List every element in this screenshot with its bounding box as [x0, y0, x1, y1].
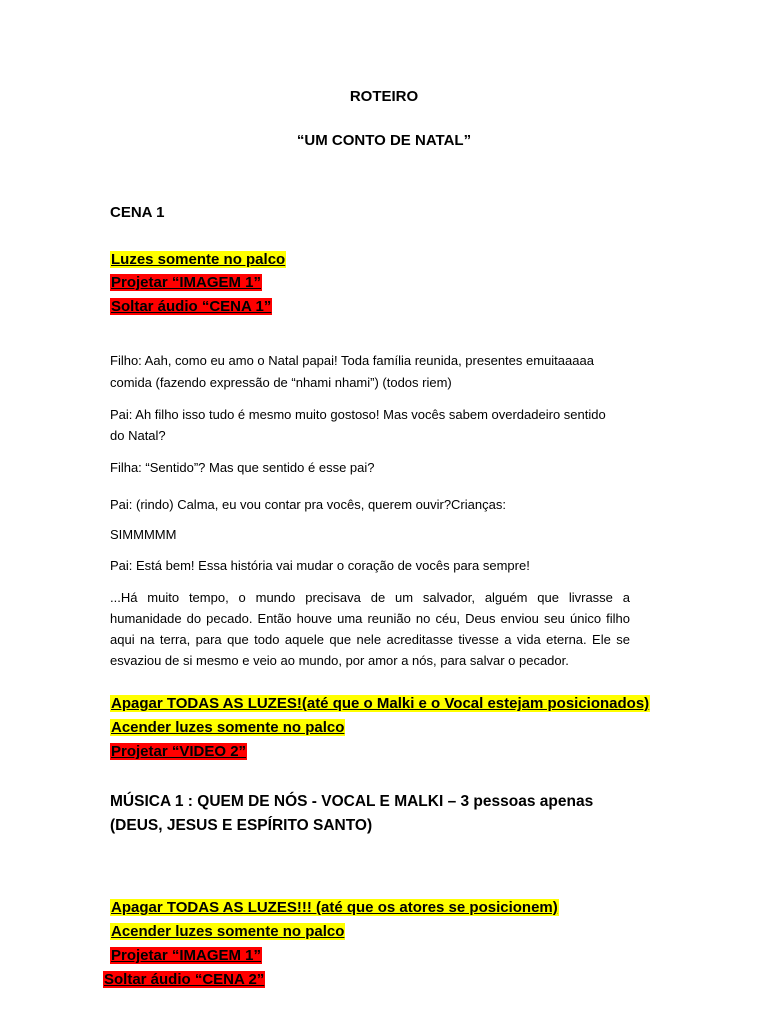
- cue-play-audio: Soltar áudio “CENA 1”: [111, 298, 272, 315]
- cue-lights-stage: Acender luzes somente no palco: [111, 923, 345, 940]
- cue-lights-off: Apagar TODAS AS LUZES!!! (até que os atores se posicionem): [111, 899, 558, 916]
- dialogue-line: do Natal?: [110, 428, 166, 443]
- cue-play-audio: Soltar áudio “CENA 2”: [104, 971, 265, 988]
- scene-heading: CENA 1: [110, 204, 165, 221]
- song-heading: MÚSICA 1 : QUEM DE NÓS - VOCAL E MALKI – 3 pessoas apenas (DEUS, JESUS E ESPÍRITO SANTO): [110, 793, 594, 834]
- dialogue-line: comida (fazendo expressão de “nhami nhami”) (todos riem): [110, 375, 452, 390]
- dialogue-line: Pai: Ah filho isso tudo é mesmo muito gostoso! Mas vocês sabem overdadeiro sentido: [110, 407, 606, 422]
- cue-lights-stage: Acender luzes somente no palco: [111, 719, 345, 736]
- document-title: ROTEIRO: [349, 88, 419, 105]
- document-subtitle: “UM CONTO DE NATAL”: [296, 132, 472, 149]
- cue-lights-stage: Luzes somente no palco: [111, 251, 286, 268]
- cue-lights-off: Apagar TODAS AS LUZES!(até que o Malki e o Vocal estejam posicionados): [111, 695, 650, 712]
- cue-project-image: Projetar “IMAGEM 1”: [111, 274, 262, 291]
- narration-paragraph: ...Há muito tempo, o mundo precisava de um salvador, alguém que livrasse a humanidade do pecado. Então houve uma reunião no céu, Deus enviou seu único filho aqui na terra, para que todo aquele que nele acreditasse tivesse a vida eterna. Ele se esvaziou de si mesmo e veio ao mundo, por amor a nós, para salvar o pecador.: [110, 590, 630, 668]
- dialogue-line: Pai: (rindo) Calma, eu vou contar pra vocês, querem ouvir?Crianças:: [110, 497, 506, 512]
- dialogue-line: Filha: “Sentido”? Mas que sentido é esse pai?: [110, 460, 375, 475]
- dialogue-line: SIMMMMM: [110, 527, 177, 542]
- dialogue-line: Pai: Está bem! Essa história vai mudar o coração de vocês para sempre!: [110, 558, 530, 573]
- dialogue-line: Filho: Aah, como eu amo o Natal papai! Toda família reunida, presentes emuitaaaaa: [110, 353, 594, 368]
- cue-project-image: Projetar “IMAGEM 1”: [111, 947, 262, 964]
- cue-project-video: Projetar “VIDEO 2”: [111, 743, 247, 760]
